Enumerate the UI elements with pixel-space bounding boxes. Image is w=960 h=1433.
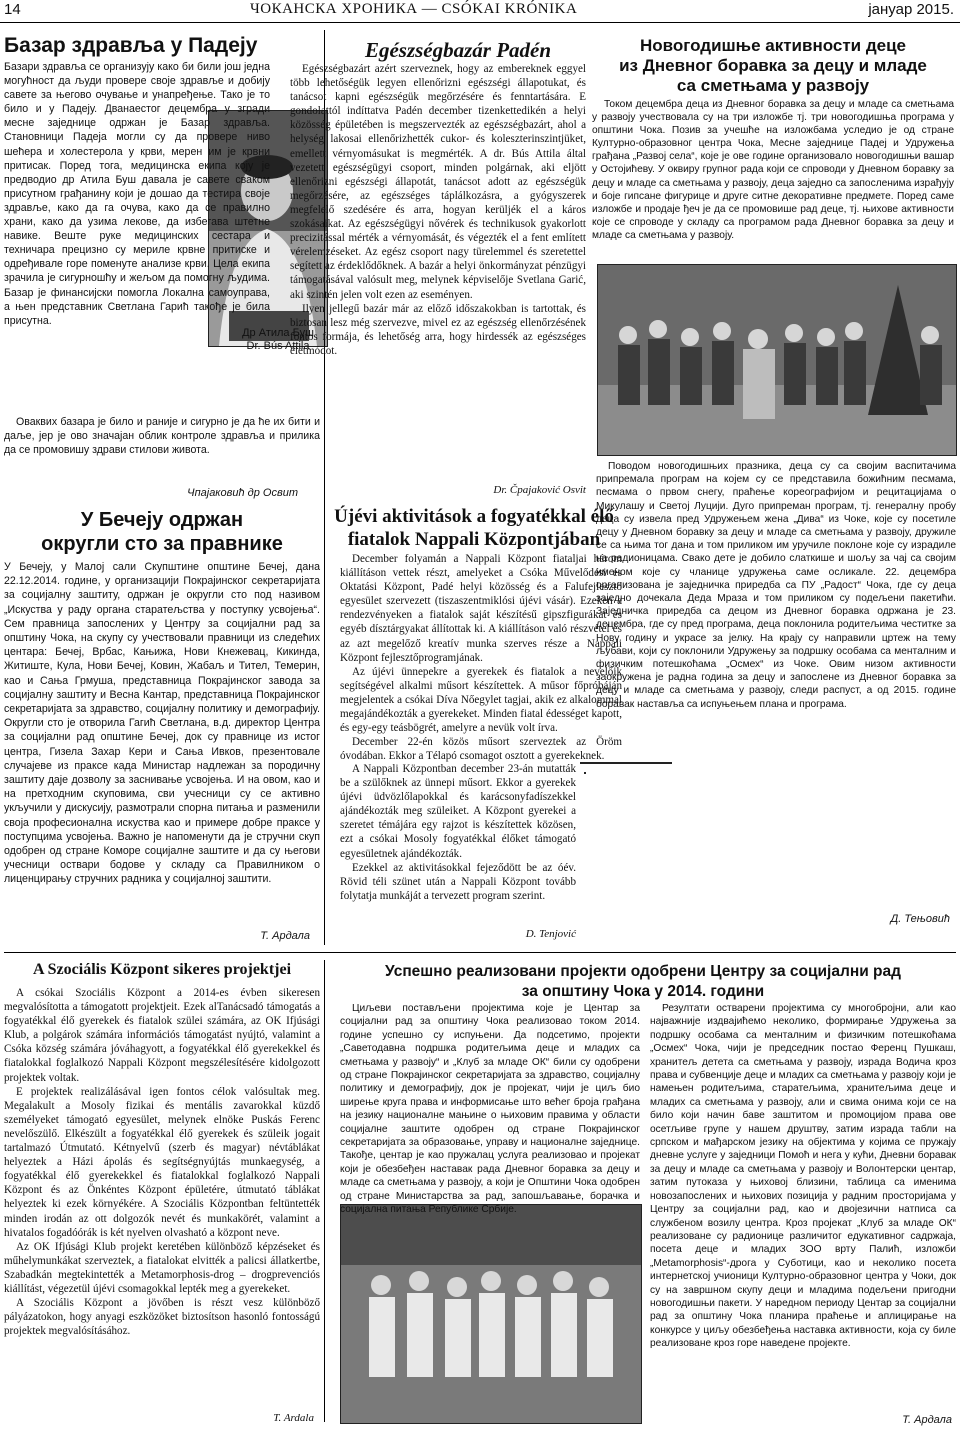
caption-line-hu: Dr. Bús Attila: [246, 340, 310, 352]
article-body-col-2: [650, 1002, 956, 1351]
article-bazar-sr: [4, 34, 272, 58]
article-body: [596, 460, 956, 711]
paragraph: Ezekkel az aktivitásokkal fejeződött be az óév. Rövid téli szünet után a Nappali Központ tovább folytatja munkáját a tervezett program szerint.: [340, 861, 576, 902]
article-intro: [592, 98, 954, 242]
youth-club-group-image: [341, 1205, 641, 1423]
article-title-line-2: fiatalok Nappali Központjában: [347, 529, 601, 550]
article-title-line-3: са сметњама у развоју: [676, 76, 870, 95]
article-bazar-hu: [328, 38, 588, 62]
article-signature: Т. Ардала: [902, 1414, 952, 1426]
article-ujevi-sr: [592, 36, 954, 96]
article-projekt-sr: [330, 962, 956, 1002]
paragraph: Ilyen jellegű bazár már az előző időszakokban is tartottak, és biztosan lesz még szervezve, mivel ez az egészség ellenőrzésének fontos formája, és lehetőség arra, hogy hirdessék az egészséges életmódot.: [290, 302, 586, 357]
article-body: [290, 62, 586, 358]
article-title-line-1: У Бечеју одржан: [80, 509, 244, 531]
paragraph: December folyamán a Nappali Központ fiataljai három kiállításon vettek részt, amelyeket a Csóka Művelődési és Oktatási Központ, Padé helyi közösség és a Falufejlesztő egyesület szervezett (tiszaszentmiklósi újévi vásár). Ezeken a rendezvényeken a fiatalok saját készítésű gipszfigurákat és egyéb dísztárgyakat állítottak ki. A kiállításon való részvétel és az azt megelőző kreatív munka szerves része a Nappali Központ fejlesztőprogramjának.: [340, 553, 622, 664]
article-title: Базар здравља у Падеју: [4, 34, 258, 57]
article-title-line-1: Успешно реализовани пројекти одобрени Центру за социјални рад: [385, 963, 901, 980]
article-signature: Д. Тењовић: [890, 913, 950, 925]
paragraph: Az OK Ifjúsági Klub projekt keretében különböző képzéseket és műhelymunkákat szerveztek, a fiatalokat elvitték a palicsi állatkertbe, Szabadkán megtekintették a Metamorphosis-drog – drogprevenciós kiállítást, végezetül újévi csomagokkal lepték meg a gyerekeket.: [4, 1240, 320, 1295]
article-title-line-1: Újévi aktivitások a fogyatékkal élő: [334, 506, 614, 527]
newspaper-title: ЧОКАНСКА ХРОНИКА — CSÓKAI KRÓNIKA: [250, 1, 578, 17]
article-title: Egészségbazár Padén: [364, 38, 552, 62]
column-divider: [324, 960, 325, 1422]
group-photo-ok: [580, 762, 672, 764]
group-photo-ok-tshirts: [584, 772, 586, 774]
paragraph: Egészségbazárt azért szerveznek, hogy az embereknek eggyel több lehetőségük legyen ellenőrizni egészségi állapotukat, és tanácsot kapni egészségük megőrzésére és fenntartására. E gondolattól indíttatva Padén december tizenkettedikén a helyi közösség épületében is megszervezték az egészségbazárt, ahol a helység lakosai ellenőrizhették cukor- és koleszterinszintjüket, emellett vérnyomásukat is megmérték. A dr. Bús Attila által vezetett egészségügyi csoport, minden polgárnak, aki eljött ellenőrizni egészségi állapotát, tanácsot adott az egészségük megőrzésére, az egészséges táplálkozásra, a gyógyszerek megfelelő szedésére és arra, hogyan kerüljék el a káros szokásaikat. Az egészségügyi nővérek és technikusok gyakorlott precizitással mérték a vérnyomását, és végezték el a fent említett vérelemzéseket. Az egész csoport nagy türelemmel és szeretettel segített az érdeklődőknek. A bazár a helyi önkormányzat pénzügyi támogatásával valósult meg, melynek képviselője Svetlana Garić, aki szintén jelen volt ezen az eseményen.: [290, 63, 586, 301]
article-signature: D. Tenjović: [525, 928, 576, 940]
paragraph: December 22-én közös műsort szerveztek az Öröm óvodában. Ekkor a Télapó csomagot osztott a gyerekeknek.: [340, 736, 622, 763]
article-title: A Szociális Központ sikeres projektjei: [32, 961, 292, 978]
paragraph: A Nappali Központban december 23-án mutatták be a szülőknek az ünnepi műsort. Ekkor a gyerekek újévi üdvözlőlapokkal és karácsonyfadíszekkel ajándékozták meg szüleiket. A Központ gyerekei a szeretet témájára egy rajzot is készítettek közösen, ezt a csókai Mosoly fogyatékkal élőket támogató egyesületnek ajándékozták.: [340, 763, 576, 860]
article-ujevi-hu: [326, 505, 622, 551]
article-title-line-2: округли сто за правнике: [41, 533, 283, 555]
section-divider: [4, 952, 956, 953]
article-body-col-1: [340, 1002, 640, 1217]
children-with-santa-image: [598, 265, 956, 455]
article-signature: Чпајаковић др Освит: [187, 487, 298, 499]
article-body: [4, 560, 320, 887]
article-signature: Т. Ардала: [260, 930, 310, 942]
paragraph: Циљеви постављени пројектима које је Центар за социјални рад за општину Чока реализовао током 2014. године успешно су испуњени. Да подсетимо, пројекти „Саветодавна подршка родитељима деце и младих са сметњама у развоју“ и „Клуб за младе ОК“ били су одобрени од стране Покрајинског секретаријата за здравство, социјалну политику и демографију, док је пројекат, чији је циљ био ширење круга права и информисање што већег броја грађана на језику националне мањине о њиховим правима у области социјалне заштите одобрен од стране Покрајинског секретаријата за образовање, управу и националне заједнице. Такође, центар је као пружалац услуга реализовао и пројекат који је обезбеђен наставак рада Дневног боравка за децу и младе са сметњама у развоју, а који је Општини Чока одобрен од стране Министарства за рад, запошљавање, борачка и социјална питања Републике Србије.: [340, 1003, 640, 1216]
paragraph: Поводом новогодишњих празника, деца су са својим васпитачима припремала програм на којем су се представила божићним песмама, песмама о првом снегу, праћење кореографијом и рецитацијама о Микулашу и Светој Луцији. Дуго припреман програм, тј. генералну пробу деца су извела пред Удружењем жена „Дива“ из Чоке, које су посетиле децу у Дневном боравку за децу и младе са сметњама у развоју, дружиле се са њима тог дана и том приликом им уручиле поклоне које су израдиле на радионицама. Свако дете је добило слаткише и шољу за чај са својим именом које су чланице удружења саме осликале. 22. децембра организована је заједничка приредба са ПУ „Радост“ Чока, где су деца заједно дочекала Деда Мраза и том приликом су подељени пакетићи. Заједничка приредба са децом из Дневног боравка одржана је 23. децембра, где су пред програма, деца поклонила родитељима честитке за Нову годину и украсе за јелку. На крају су направили цртеж на тему љубави, који су поклонили Удружењу за подршку особама са менталним и физичким потешкоћама „Осмех“ из Чоке. Овим низом активности заокружена је радна година за децу и запослене из Дневног боравка за децу и младе са сметњама у развоју, следи распуст, а од 2015. године боравак наставља са испуњењем плана и програма.: [596, 461, 956, 710]
article-signature: Dr. Čpajaković Osvit: [493, 484, 586, 496]
caption-line-sr: Др Атила Буш: [242, 327, 314, 339]
article-projekt-hu: [4, 960, 320, 980]
paragraph: Az újévi ünnepekre a gyerekek és fiatalok a nevelőik segítségével alkalmi műsort készítettek. A műsor főpróbáján megjelentek a csókai Díva Nőegylet tagjai, akik ez alkalommal megajándékozták a gyerekeket. Minden fiatal édességet kapott, és egy-egy teásbögrét, amelyre a nevük volt írva.: [340, 665, 622, 735]
article-signature: T. Ardala: [273, 1412, 314, 1424]
paragraph: Резултати остварени пројектима су многобројни, али као најважније издвајићемо неколико, формирање Удружења за подршку особама са менталним и физичким потешкоћама „Осмех“ Чока, чији је председник постао Ференц Пушкаш, хранитељ детета са сметњама у развоју, израда Водича кроз права и субвенције деце и младих са сметњама у развоју који је намењен родитељима, старатељима, хранитељима деце и младих са сметњама у развоју, али и свима онима који се на било који начин баве заштитом и промоцијом права ове осетљиве групе у нашем друштву, затим израда табли на српском и мађарском језику на објектима у којима се пружају дневне услуге у заједници Помоћ и нега у кући, Дневни боравак за децу и младе са сметњама у развоју и Волонтерски центар, затим путоказа у њиховој близини, таблица са именима новозапослених и њихових позиција у радним просторијама у Центру за социјални рад, као и двојезични натписа са службеном возилу центра. Кроз пројекат „Клуб за младе ОК“ реализоване су радионице различитог едукативног садржаја, посета деце и младих ЗОО врту Палић, изложби „Metamorphosis“-дрога у Суботици, као и неколико посета интернетској учионици Културно-образовног центра у Чоки, док су на завршном скупу деци и младима подељени пригодни новогодишњи пакети. У наредном периоду Центар за социјални рад за општину Чока планира праћење и аплицирање на конкурсе у циљу обезбеђења наставка активности, која су биле реализоване кроз горе наведене пројекте.: [650, 1003, 956, 1350]
article-title-line-1: Новогодишње активности деце: [639, 36, 906, 55]
paragraph: A Szociális Központ a jövőben is részt vesz különböző pályázatokon, hogy anyagi eszközöket biztosítson hasonló fontosságú projektek megvalósításához.: [4, 1297, 320, 1338]
paragraph: У Бечеју, у Малој сали Скупштине општине Бечеј, дана 22.12.2014. године, у организацији Покрајинског секретаријата за социјалну заштиту, одржан је округли сто под називом „Искуства у раду органа старатељства у поступку усвојења“. Сем правница запослених у Центру за социјални рад за општину Чока, на скупу су учествовали правници из следећих центара: Бечеј, Врбас, Кањижа, Нови Кнежевац, Кикинда, Житиште, Кула, Нови Бечеј, Ковин, Жабаљ и Тител, Темерин, као и Сања Грмуша, представница Покрајинског завода за социјалну заштиту и Весна Кантар, представница Покрајинског секретаријата за здравство, социјалну политику и демографију. Округли сто је отворила Гагић Светлана, в.д. директор Центра за социјални рад општине Бечеј, док су правнице из истог центра, Гизела Захар Кери и Сања Ивков, презентовале случајеве из праксе када Министар надлежан за породичну заштиту даје дозволу за заснивање усвојења. И на овом, као и на претходним скуповима, сви учесници су се активно укључили у дискусију, размотрали спорна питања и разменили своја професионална искуства као и примере добре праксе у поступцима усвојења. Важно је напоменути да је стручни скуп одобрен од стране Коморе социјалне заштите и да су његови учесници оствари бодове у складу са Правилником о лиценцирању стручних радника у социјалној заштити.: [4, 561, 320, 886]
christmas-group-photo: [597, 264, 957, 456]
article-body: [4, 60, 270, 328]
paragraph: E projektek realizálásával igen fontos célok valósultak meg. Megalakult a Mosoly fizikai és mentális zavarokkal küzdő személyeket támogató egyesület, melynek elnöke Puskás Ferenc nevelőszülő. Elkészült a fogyatékkal élő gyerekek és szüleik jogait tartalmazó Útmutató. Kétnyelvű (szerb és magyar) névtáblákat helyeztek a Házi ápolás és segítségnyújtás munkaegység, a fogyatékkal élő gyerekekkel és fiatalokkal foglalkozó Nappali Központ és az Önkéntes Központ épületére, útmutató táblákat helyeztek ki ezek környékére. A Szociális Központban feltüntették minden irodán az ott dolgozók nevét és munkakörét, valamint a hivatalos fogadóórák is két nyelven olvasható a központ neve.: [4, 1085, 320, 1239]
article-title-line-2: из Дневног боравка за децу и младе: [619, 56, 927, 75]
article-body: [340, 552, 622, 763]
article-title-line-2: за општину Чока у 2014. години: [521, 983, 765, 1000]
article-body-end: [4, 415, 320, 457]
issue-date: јануар 2015.: [868, 1, 954, 18]
paragraph: A csókai Szociális Központ a 2014-es évben sikeresen megvalósította a támogatott projektjeit. Ezek alTanácsadó támogatás a fogyatékkal élő gyerekek és fiatalok szülei számára, az OK Ifjúsági Klub, a polgárok számára információs támogatást nyújtó, valamint a Csóka község számára jóváhagyott, a fogyatékkal élő gyerekekkel és fiatalokkal foglalkozó Nappali Központ megszélesítésére kidolgozott projektek voltak.: [4, 987, 320, 1084]
group-photo-ok-club: [340, 1204, 642, 1424]
paragraph: Базари здравља се организују како би били још једна могућност да људи провере своје здравље и добију савете за његово очување и унапређење. Тако је то било и у Падеју. Дванаестог децембра у згради месне заједнице одржан је Базар здравља. Становници Падеја могли су да провере ниво шећера и холестерола у крви, мерен им је крвни притисак. Поред тога, медицинска екипа коју је предводио др Атила Буш давала је савете сваком присутном грађанину који је дошао да тестира своје здравље, како да га очува, како да се правилно храни, како да узима лекове, да избегава штетне навике. Веште руке медицинских сестара и техничара прецизно су мериле крвне притиске и одређивале горе поменуте анализе крви. Цела екипа зрачила је сигурношћу и жељом да помогну људима. Базар је финансијски помогла Локална самоуправа, а њен представник Светлана Гарић такође је била присутна.: [4, 61, 270, 327]
article-pravnici-sr: [4, 508, 320, 556]
paragraph: Током децембра деца из Дневног боравка за децу и младе са сметњама у развоју учествовала су на три изложбе тј. три новогодишња програма у општини Чока. Позив за учешће на изложбама уследио је од стране Културно-образовног центра Чока, Месне заједнице Падеј и Удружења грађана „Развој села“, које је ове године организовало новогодишњи вашар у Остојићеву. У оквиру групног рада који се спроводи у Дневном боравку за децу и младе са сметњама у развоју, деца заједно са запосленима израђују и боје гипсане фигурице и друге ситне декоративне предмете. Поред саме изложбе и продаје ђеч је да се промовише рад деце, тј. њихове активности које се спроводе у складу са програмом рада Дневног боравка за децу и младе са сметњама у развоју.: [592, 99, 954, 241]
paragraph: Оваквих базара је било и раније и сигурно је да ће их бити и даље, јер је ово значајан облик контроле здравља и прилика да се промовишу здрави стилови живота.: [4, 416, 320, 457]
page-number: 14: [4, 1, 21, 18]
article-body-cont: [340, 762, 576, 903]
article-body: [4, 986, 320, 1338]
page-header: [0, 0, 960, 23]
